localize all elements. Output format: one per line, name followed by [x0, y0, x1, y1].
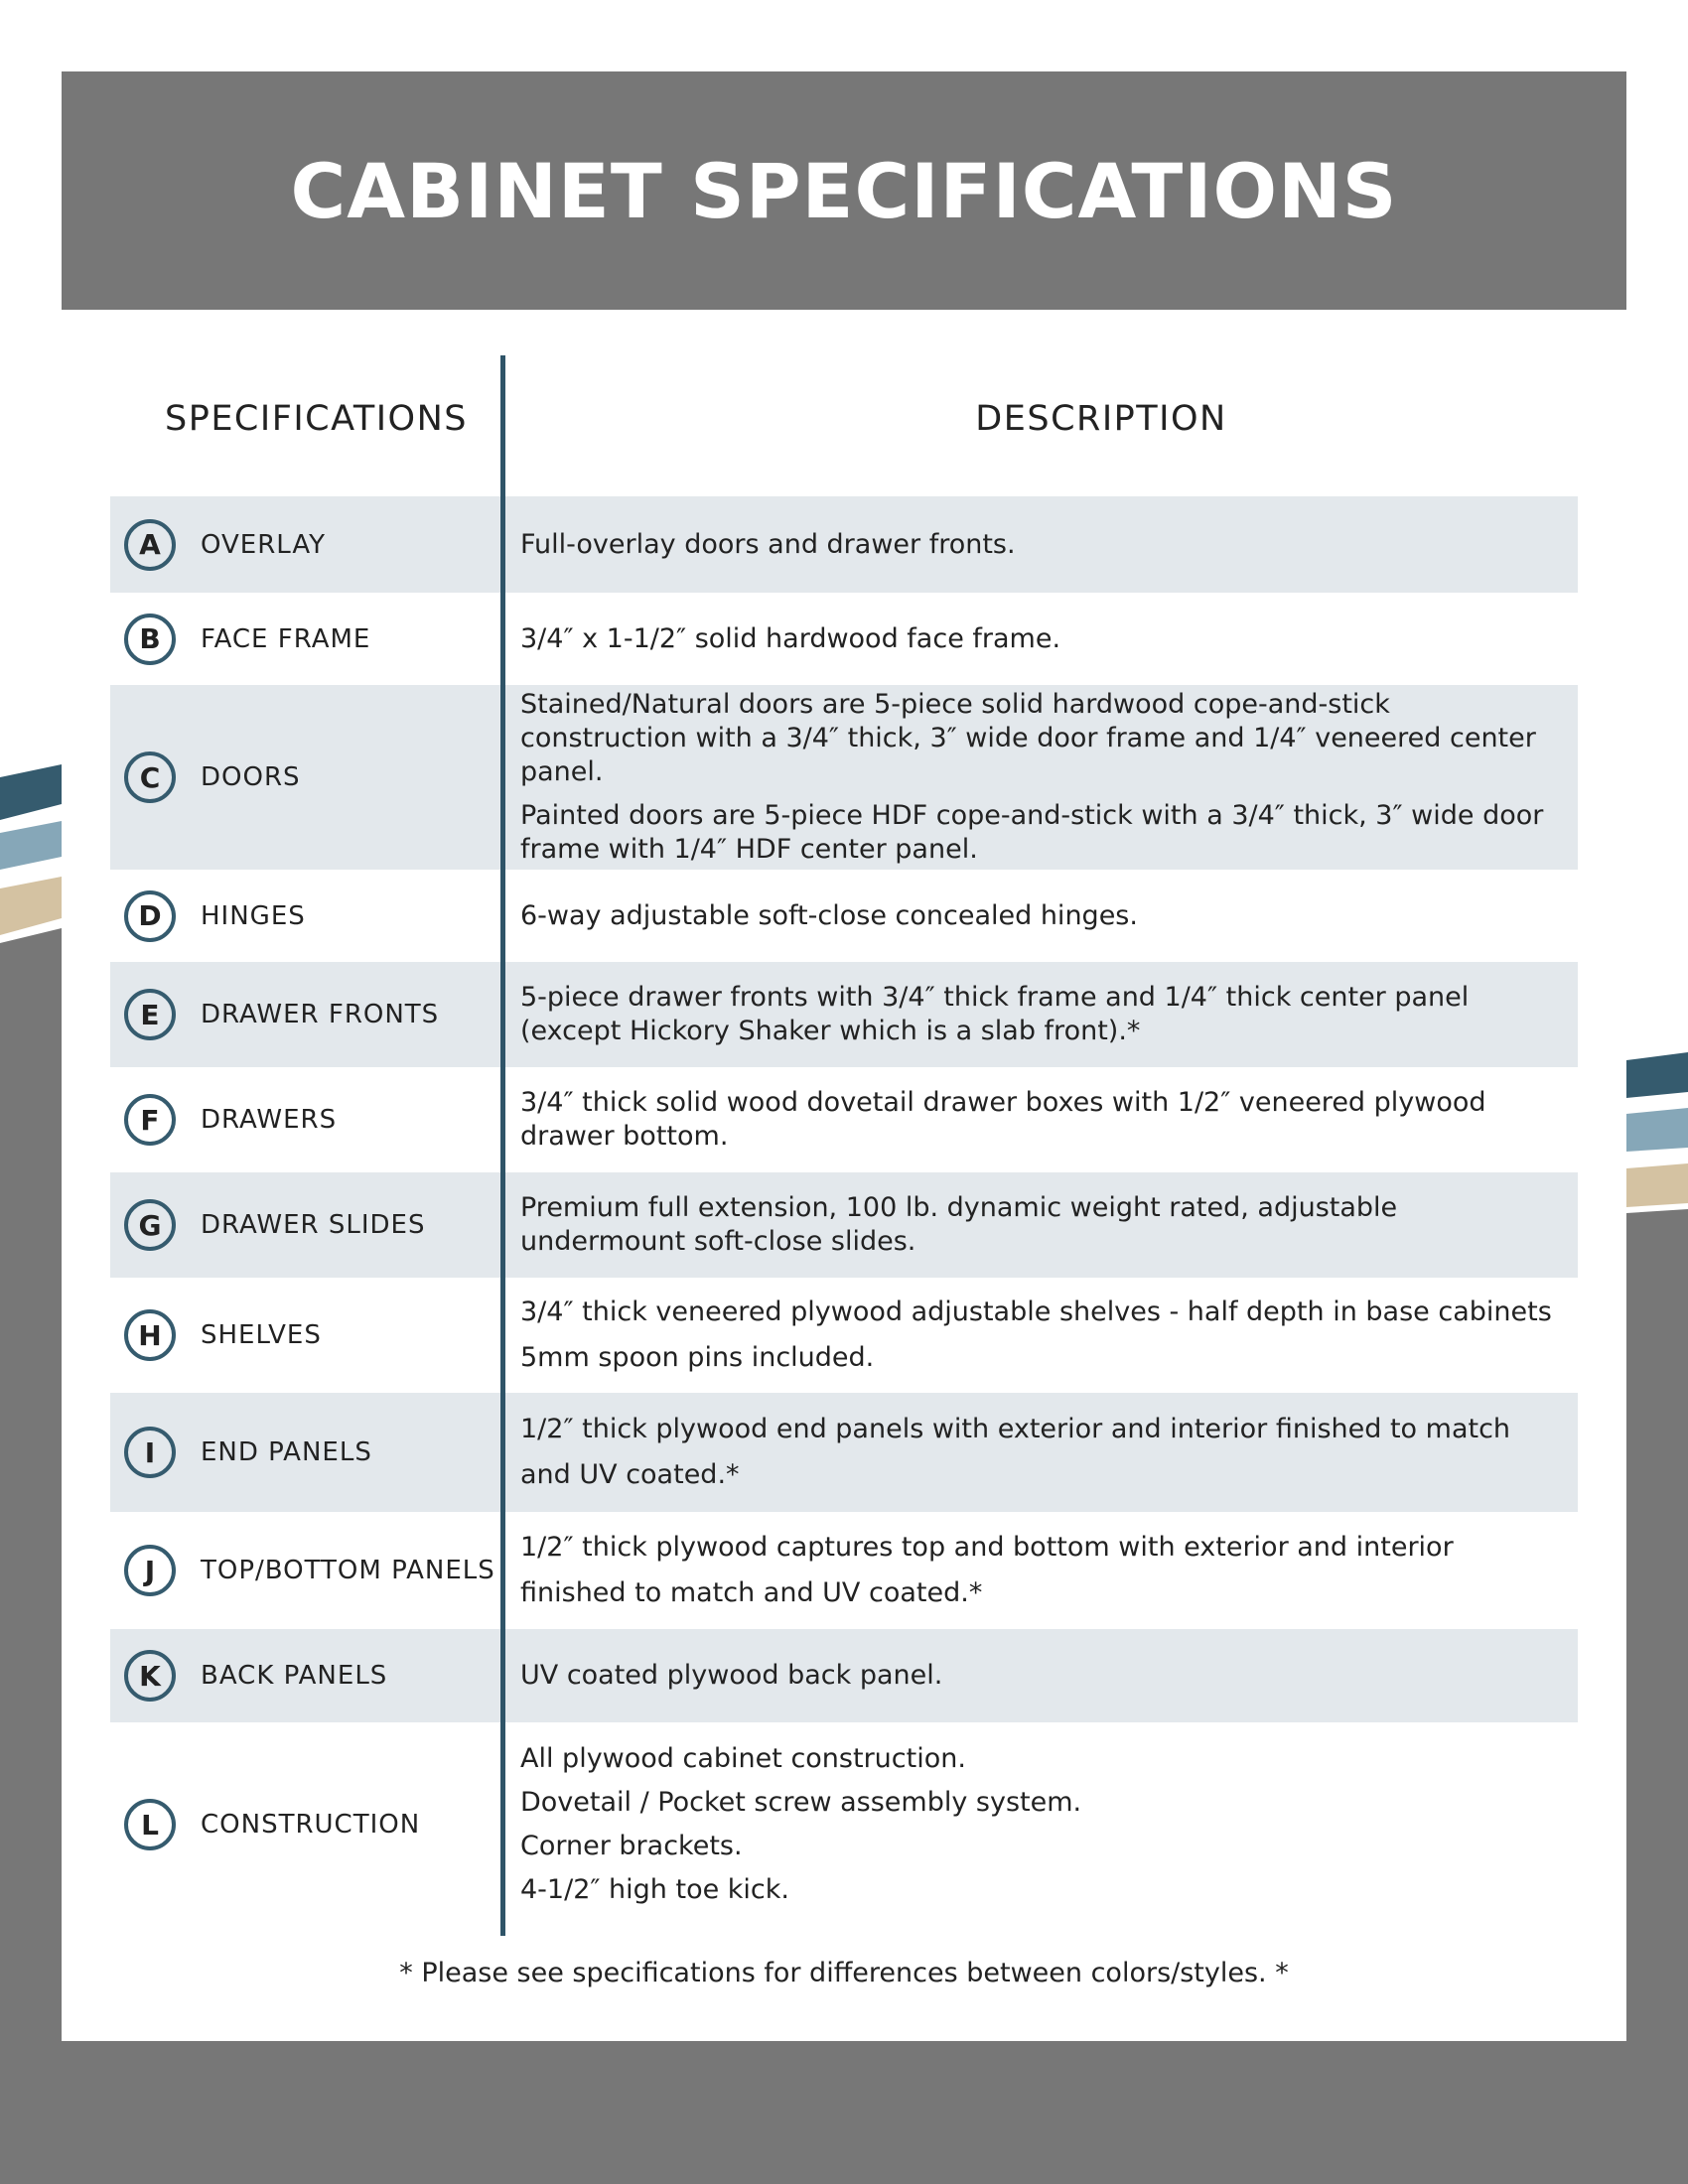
- description-text: 3/4″ x 1-1/2″ solid hardwood face frame.: [520, 622, 1061, 654]
- description-text: Corner brackets.: [520, 1831, 743, 1861]
- table-row: [110, 962, 1578, 1067]
- description-text: 5-piece drawer fronts with 3/4″ thick frame and 1/4″ thick center panel (except Hickory Shaker which is a slab front).*: [520, 982, 1470, 1046]
- spec-cell: [110, 1199, 502, 1251]
- spec-name: TOP/BOTTOM PANELS: [201, 1556, 495, 1585]
- spec-cell: [110, 614, 502, 665]
- right-stripe-tan: [1626, 1163, 1688, 1207]
- column-header-description: DESCRIPTION: [975, 399, 1227, 439]
- description-cell: [502, 899, 1578, 933]
- spec-name: OVERLAY: [201, 529, 327, 560]
- spec-name: DOORS: [201, 762, 301, 792]
- badge-letter: C: [139, 760, 161, 794]
- table-row: [110, 496, 1578, 593]
- title-banner: [62, 71, 1626, 310]
- badge-letter: I: [144, 1435, 156, 1469]
- letter-badge-icon: [124, 890, 176, 942]
- letter-badge-icon: [124, 751, 176, 803]
- badge-letter: E: [140, 998, 160, 1031]
- column-header-specifications: SPECIFICATIONS: [165, 399, 468, 439]
- page-title: CABINET SPECIFICATIONS: [290, 146, 1398, 235]
- right-stripe-dark: [1626, 1052, 1688, 1098]
- spec-name: END PANELS: [201, 1437, 372, 1467]
- description-cell: [502, 1290, 1578, 1381]
- spec-name: DRAWERS: [201, 1105, 338, 1135]
- spec-cell: [110, 1545, 502, 1596]
- table-row: [110, 1278, 1578, 1393]
- spec-cell: [110, 1650, 502, 1702]
- right-stripe-blue: [1626, 1108, 1688, 1152]
- left-stripe-tan: [0, 877, 62, 935]
- left-stripe-blue: [0, 821, 62, 870]
- badge-letter: L: [141, 1808, 159, 1842]
- spec-cell: [110, 751, 502, 803]
- description-cell: [502, 1086, 1578, 1154]
- description-cell: [502, 1742, 1578, 1907]
- table-row: [110, 1067, 1578, 1172]
- description-text: Premium full extension, 100 lb. dynamic weight rated, adjustable undermount soft-close slides.: [520, 1192, 1398, 1257]
- bottom-gray-band: [0, 2041, 1688, 2184]
- table-row: [110, 1393, 1578, 1512]
- letter-badge-icon: [124, 1545, 176, 1596]
- description-cell: [502, 688, 1578, 867]
- table-row: [110, 1172, 1578, 1278]
- spec-name: BACK PANELS: [201, 1661, 388, 1691]
- spec-name: DRAWER FRONTS: [201, 1000, 440, 1029]
- spec-name: FACE FRAME: [201, 623, 371, 654]
- table-row: [110, 593, 1578, 685]
- table-row: [110, 1629, 1578, 1722]
- badge-letter: G: [138, 1208, 162, 1242]
- badge-letter: D: [138, 899, 162, 932]
- badge-letter: F: [140, 1103, 160, 1137]
- spec-sheet: [62, 71, 1626, 2041]
- letter-badge-icon: [124, 1650, 176, 1702]
- description-cell: [502, 1525, 1578, 1616]
- letter-badge-icon: [124, 1309, 176, 1361]
- description-text: 6-way adjustable soft-close concealed hinges.: [520, 899, 1138, 931]
- spec-cell: [110, 519, 502, 571]
- description-cell: [502, 981, 1578, 1048]
- description-text: Stained/Natural doors are 5-piece solid hardwood cope-and-stick construction with a 3/4″ thick, 3″ wide door frame and 1/4″ veneered center panel.: [520, 689, 1536, 787]
- description-text: 4-1/2″ high toe kick.: [520, 1874, 789, 1905]
- description-text: 3/4″ thick solid wood dovetail drawer boxes with 1/2″ veneered plywood drawer bottom.: [520, 1087, 1486, 1152]
- letter-badge-icon: [124, 1199, 176, 1251]
- spec-name: CONSTRUCTION: [201, 1810, 421, 1840]
- table-row: [110, 1512, 1578, 1629]
- spec-cell: [110, 1309, 502, 1361]
- description-text: Full-overlay doors and drawer fronts.: [520, 528, 1016, 560]
- description-cell: [502, 1191, 1578, 1259]
- spec-name: HINGES: [201, 900, 306, 931]
- table-row: [110, 870, 1578, 962]
- letter-badge-icon: [124, 1094, 176, 1146]
- spec-cell: [110, 1799, 502, 1850]
- description-cell: [502, 622, 1578, 656]
- letter-badge-icon: [124, 989, 176, 1040]
- letter-badge-icon: [124, 614, 176, 665]
- table-row: [110, 1722, 1578, 1927]
- left-gray-field: [0, 928, 62, 2184]
- spec-name: DRAWER SLIDES: [201, 1210, 426, 1240]
- description-cell: [502, 528, 1578, 562]
- badge-letter: H: [138, 1318, 162, 1352]
- column-divider: [500, 355, 505, 1936]
- description-cell: [502, 1407, 1578, 1498]
- spec-cell: [110, 1094, 502, 1146]
- letter-badge-icon: [124, 1799, 176, 1850]
- description-text: UV coated plywood back panel.: [520, 1660, 943, 1691]
- description-text: Painted doors are 5-piece HDF cope-and-stick with a 3/4″ thick, 3″ wide door frame with 1/4″ HDF center panel.: [520, 800, 1544, 865]
- description-cell: [502, 1659, 1578, 1693]
- footnote: * Please see specifications for differences between colors/styles. *: [399, 1958, 1289, 1988]
- description-text: 5mm spoon pins included.: [520, 1342, 875, 1373]
- spec-table: [110, 496, 1578, 1927]
- description-text: Dovetail / Pocket screw assembly system.: [520, 1787, 1082, 1818]
- badge-letter: A: [139, 528, 161, 561]
- letter-badge-icon: [124, 519, 176, 571]
- description-text: 1/2″ thick plywood end panels with exterior and interior finished to match and UV coated.*: [520, 1414, 1511, 1490]
- spec-name: SHELVES: [201, 1320, 322, 1350]
- badge-letter: K: [139, 1659, 161, 1693]
- spec-cell: [110, 989, 502, 1040]
- table-row: [110, 685, 1578, 870]
- badge-letter: J: [144, 1554, 156, 1587]
- spec-cell: [110, 1427, 502, 1478]
- left-stripe-dark: [0, 764, 62, 820]
- description-text: All plywood cabinet construction.: [520, 1743, 966, 1774]
- spec-cell: [110, 890, 502, 942]
- letter-badge-icon: [124, 1427, 176, 1478]
- right-gray-field: [1626, 1209, 1688, 2184]
- badge-letter: B: [139, 622, 161, 655]
- description-text: 1/2″ thick plywood captures top and bottom with exterior and interior finished to match and UV coated.*: [520, 1532, 1454, 1608]
- description-text: 3/4″ thick veneered plywood adjustable shelves - half depth in base cabinets: [520, 1297, 1552, 1327]
